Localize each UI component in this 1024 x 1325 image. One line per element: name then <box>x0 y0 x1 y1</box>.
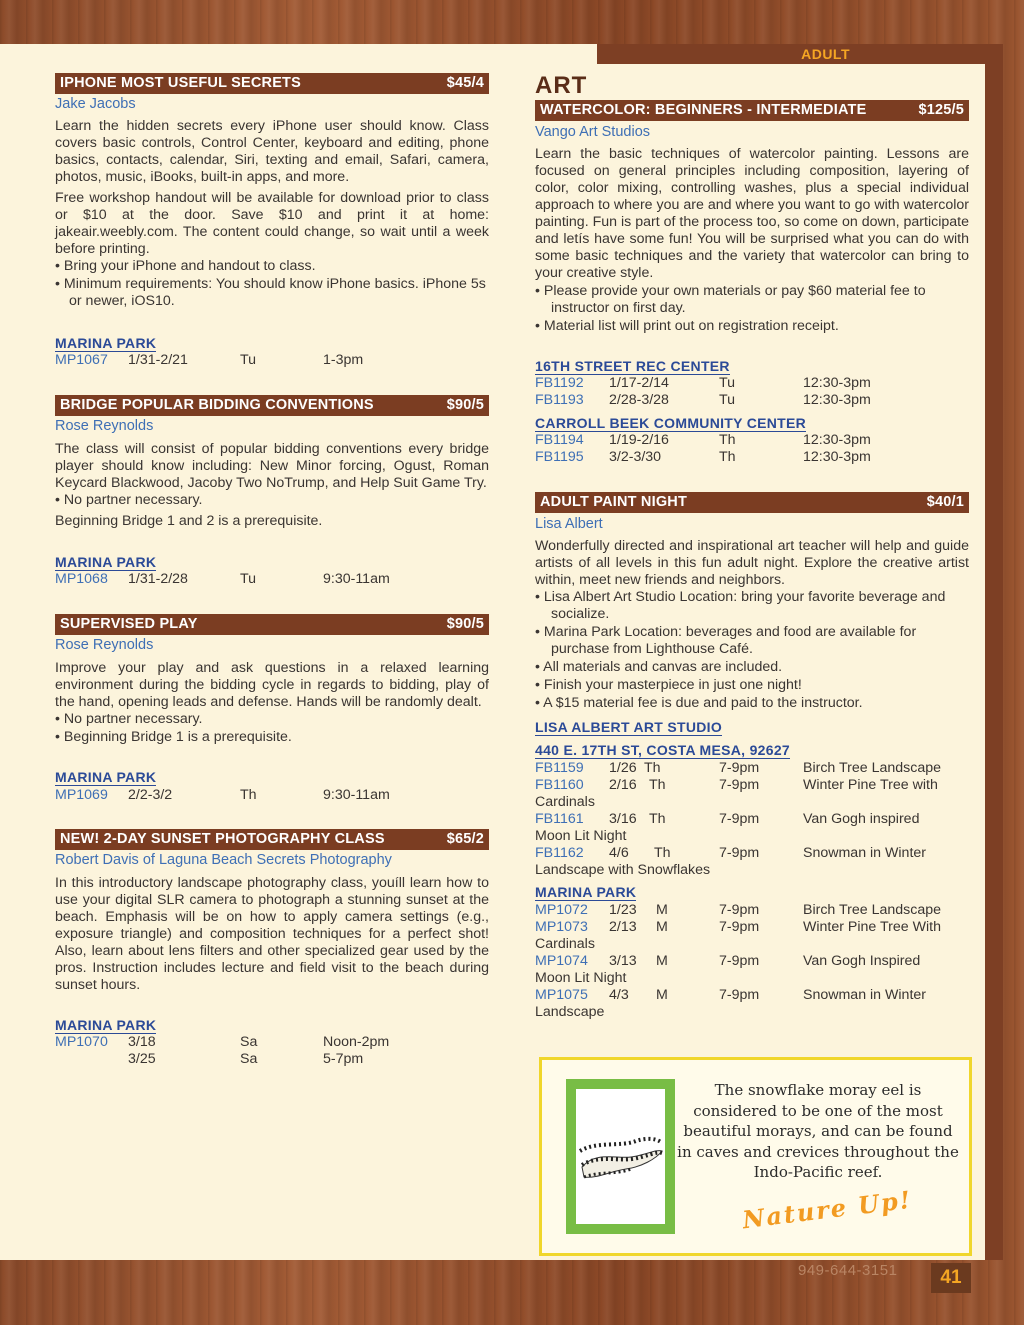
course-theme-cont: Moon Lit Night <box>535 970 627 986</box>
course-title: ADULT PAINT NIGHT <box>540 494 688 510</box>
course-price: $40/1 <box>926 494 964 510</box>
course-day: Tu <box>240 571 257 587</box>
course-day: Tu <box>719 375 736 391</box>
course-time: 9:30-11am <box>323 571 390 587</box>
course-time: 7-9pm <box>719 845 760 861</box>
location-link[interactable]: MARINA PARK <box>535 884 637 900</box>
course-theme: Birch Tree Landscape <box>803 902 942 918</box>
instructor-name: Vango Art Studios <box>535 124 651 140</box>
course-time: 1-3pm <box>323 352 364 368</box>
description-paragraph: In this introductory landscape photography class, youíll learn how to use your digital SLR camera to photograph a stunning sunset at the beach. Emphasis will be on how to apply camera settings (e.g., exposure triangle) and composition techniques for a perfect shot! Also, learn about lens filters and other specialized gear used by the pros. Instruction includes lecture and field visit to the beach during sunset hours. <box>55 875 489 993</box>
course-day: M <box>656 987 668 1003</box>
fact-text: The snowflake moray eel is considered to be one of the most beautiful morays, and can be found in caves and crevices throughout the Indo-Pacific reef. <box>677 1081 959 1181</box>
course-code[interactable]: FB1159 <box>535 760 584 776</box>
eel-image-frame <box>566 1079 675 1234</box>
phone-number: 949-644-3151 <box>798 1262 898 1279</box>
location-address-link[interactable]: 440 E. 17TH ST, COSTA MESA, 92627 <box>535 742 790 758</box>
course-description <box>535 146 969 335</box>
course-theme: Winter Pine Tree with <box>803 777 938 793</box>
course-day: M <box>656 953 668 969</box>
bullet-item: • Marina Park Location: beverages and food are available for purchase from Lighthouse Café. <box>535 624 917 657</box>
course-day: Tu <box>240 352 257 368</box>
course-code[interactable]: FB1194 <box>535 432 584 448</box>
description-paragraph: Learn the hidden secrets every iPhone user should know. Class covers basic controls, Control Center, keyboard and editing, phone basics, contacts, calendar, Siri, texting and email, Safari, camera, photos, music, iBooks, built-in apps, and more. <box>55 118 489 185</box>
course-time: 7-9pm <box>719 902 760 918</box>
description-paragraph: Improve your play and ask questions in a relaxed learning environment during the bidding cycle in regards to bidding, play of the hand, opening leads and defense. Hands will be randomly dealt. <box>55 660 489 710</box>
course-time: 12:30-3pm <box>803 375 871 391</box>
course-code[interactable]: FB1193 <box>535 392 584 408</box>
course-code[interactable]: MP1072 <box>535 902 588 918</box>
course-title: NEW! 2-DAY SUNSET PHOTOGRAPHY CLASS <box>60 831 385 847</box>
course-time: 7-9pm <box>719 919 760 935</box>
course-day: M <box>656 919 668 935</box>
course-code[interactable]: FB1161 <box>535 811 584 827</box>
course-dates: 1/31-2/21 <box>128 352 188 368</box>
course-title: IPHONE MOST USEFUL SECRETS <box>60 75 301 91</box>
course-dates: 1/19-2/16 <box>609 432 669 448</box>
location-link[interactable]: 16TH STREET REC CENTER <box>535 358 730 374</box>
bullet-item: • Minimum requirements: You should know iPhone basics. iPhone 5s or newer, iOS10. <box>55 276 486 309</box>
location-link[interactable]: MARINA PARK <box>55 769 157 785</box>
bullet-item: • No partner necessary. <box>55 492 203 508</box>
course-description <box>55 875 489 998</box>
course-code[interactable]: FB1162 <box>535 845 584 861</box>
course-day: Th <box>649 811 666 827</box>
course-theme: Snowman in Winter <box>803 845 927 861</box>
bullet-item: • Finish your masterpiece in just one night! <box>535 677 802 693</box>
bullet-item: • Bring your iPhone and handout to class. <box>55 258 316 274</box>
course-dates: 2/28-3/28 <box>609 392 669 408</box>
course-theme: Snowman in Winter <box>803 987 927 1003</box>
right-border-strip <box>985 44 1003 1260</box>
location-link[interactable]: LISA ALBERT ART STUDIO <box>535 719 723 735</box>
instructor-name: Rose Reynolds <box>55 637 154 653</box>
course-header-supervised-play <box>55 614 489 635</box>
course-code[interactable]: MP1074 <box>535 953 588 969</box>
course-date: 4/6 <box>609 845 629 861</box>
course-theme-cont: Cardinals <box>535 794 595 810</box>
course-time: 12:30-3pm <box>803 449 871 465</box>
course-theme: Birch Tree Landscape <box>803 760 942 776</box>
course-time: 7-9pm <box>719 760 760 776</box>
course-code[interactable]: FB1160 <box>535 777 584 793</box>
course-dates: 3/18 <box>128 1034 156 1050</box>
bullet-item: • All materials and canvas are included. <box>535 659 783 675</box>
course-code[interactable]: MP1075 <box>535 987 588 1003</box>
course-code[interactable]: MP1068 <box>55 571 108 587</box>
course-time: 12:30-3pm <box>803 432 871 448</box>
course-time: 12:30-3pm <box>803 392 871 408</box>
bullet-item: • No partner necessary. <box>55 711 203 727</box>
location-link[interactable]: MARINA PARK <box>55 554 157 570</box>
course-day: Th <box>719 449 736 465</box>
course-dates: 3/2-3/30 <box>609 449 662 465</box>
course-date: 4/3 <box>609 987 629 1003</box>
course-description <box>55 441 489 534</box>
course-description <box>55 660 489 746</box>
course-day: Th <box>719 432 736 448</box>
instructor-name: Jake Jacobs <box>55 96 136 112</box>
course-day: Th <box>654 845 671 861</box>
location-link[interactable]: MARINA PARK <box>55 1017 157 1033</box>
course-day: Th <box>649 777 666 793</box>
section-title-art: ART <box>535 72 588 99</box>
course-day: Tu <box>719 392 736 408</box>
course-day: Sa <box>240 1051 258 1067</box>
location-link[interactable]: CARROLL BEEK COMMUNITY CENTER <box>535 415 807 431</box>
course-price: $65/2 <box>446 831 484 847</box>
course-theme-cont: Landscape with Snowflakes <box>535 862 711 878</box>
course-header-paint-night <box>535 492 969 513</box>
course-day: Th <box>644 760 661 776</box>
description-paragraph: Free workshop handout will be available for download prior to class or $10 at the door. Save $10 and print it at home: jakeair.weebly.com. The content could change, so wait until a week before printing. <box>55 190 489 257</box>
course-theme: Van Gogh Inspired <box>803 953 921 969</box>
instructor-name: Rose Reynolds <box>55 418 154 434</box>
description-paragraph: Learn the basic techniques of watercolor painting. Lessons are focused on general principles including composition, layering of color, color mixing, controlling washes, plus a special individual approach to where you are and where you want to go with watercolor painting. Fun is part of the process too, so come on down, participate and letís have some fun! You will be surprised what you can do with some basic techniques and the variety that watercolor can bring to your creative style. <box>535 146 969 281</box>
bullet-item: • A $15 material fee is due and paid to the instructor. <box>535 695 863 711</box>
course-date: 3/13 <box>609 953 637 969</box>
course-theme-cont: Cardinals <box>535 936 595 952</box>
course-theme: Winter Pine Tree With <box>803 919 941 935</box>
course-time: 7-9pm <box>719 953 760 969</box>
course-title: BRIDGE POPULAR BIDDING CONVENTIONS <box>60 397 374 413</box>
bullet-item: • Beginning Bridge 1 is a prerequisite. <box>55 729 292 745</box>
course-price: $90/5 <box>446 616 484 632</box>
bullet-item: • Lisa Albert Art Studio Location: bring your favorite beverage and socialize. <box>535 589 946 622</box>
course-date: 3/16 <box>609 811 637 827</box>
course-code[interactable]: MP1070 <box>55 1034 108 1050</box>
course-dates: 2/2-3/2 <box>128 787 173 803</box>
course-code[interactable]: MP1073 <box>535 919 588 935</box>
course-code[interactable]: MP1069 <box>55 787 108 803</box>
nature-up-callout <box>539 1057 972 1256</box>
course-day: Sa <box>240 1034 258 1050</box>
course-theme-cont: Landscape <box>535 1004 605 1020</box>
course-title: SUPERVISED PLAY <box>60 616 198 632</box>
course-price: $90/5 <box>446 397 484 413</box>
section-tab: ADULT <box>597 44 985 64</box>
course-time: 9:30-11am <box>323 787 390 803</box>
course-price: $45/4 <box>446 75 484 91</box>
course-dates: 1/17-2/14 <box>609 375 669 391</box>
page-number: 41 <box>931 1263 971 1293</box>
course-time: Noon-2pm <box>323 1034 390 1050</box>
course-dates: 1/31-2/28 <box>128 571 188 587</box>
description-paragraph: Wonderfully directed and inspirational art teacher will help and guide artists of all levels in this fun adult night. Explore the creative artist within, meet new friends and neighbors. <box>535 538 969 588</box>
course-theme-cont: Moon Lit Night <box>535 828 627 844</box>
course-header-photography <box>55 829 489 850</box>
course-time: 5-7pm <box>323 1051 364 1067</box>
location-link[interactable]: MARINA PARK <box>55 335 157 351</box>
course-dates: 3/25 <box>128 1051 156 1067</box>
course-description <box>55 118 489 310</box>
course-date: 1/26 <box>609 760 637 776</box>
course-price: $125/5 <box>918 102 964 118</box>
course-time: 7-9pm <box>719 811 760 827</box>
course-description <box>535 538 969 712</box>
nature-up-tagline: Nature Up! <box>740 1184 914 1235</box>
course-code[interactable]: MP1067 <box>55 352 108 368</box>
course-theme: Van Gogh inspired <box>803 811 920 827</box>
course-date: 2/13 <box>609 919 637 935</box>
course-date: 2/16 <box>609 777 637 793</box>
eel-image <box>576 1089 665 1224</box>
description-paragraph: Beginning Bridge 1 and 2 is a prerequisite. <box>55 513 323 529</box>
bullet-item: • Material list will print out on registration receipt. <box>535 318 839 334</box>
course-code[interactable]: FB1192 <box>535 375 584 391</box>
course-day: Th <box>240 787 257 803</box>
course-code[interactable]: FB1195 <box>535 449 584 465</box>
course-title: WATERCOLOR: BEGINNERS - INTERMEDIATE <box>540 102 867 118</box>
course-time: 7-9pm <box>719 987 760 1003</box>
course-header-iphone <box>55 73 489 94</box>
course-header-bridge <box>55 395 489 416</box>
course-header-watercolor <box>535 100 969 121</box>
course-time: 7-9pm <box>719 777 760 793</box>
instructor-name: Robert Davis of Laguna Beach Secrets Photography <box>55 852 392 868</box>
course-day: M <box>656 902 668 918</box>
course-date: 1/23 <box>609 902 637 918</box>
bullet-item: • Please provide your own materials or pay $60 material fee to instructor on first day. <box>535 283 926 316</box>
instructor-name: Lisa Albert <box>535 516 603 532</box>
description-paragraph: The class will consist of popular bidding conventions every bridge player should know including: New Minor forcing, Ogust, Roman Keycard Blackwood, Jacoby Two NoTrump, and Help Suit Game Try. <box>55 441 489 491</box>
